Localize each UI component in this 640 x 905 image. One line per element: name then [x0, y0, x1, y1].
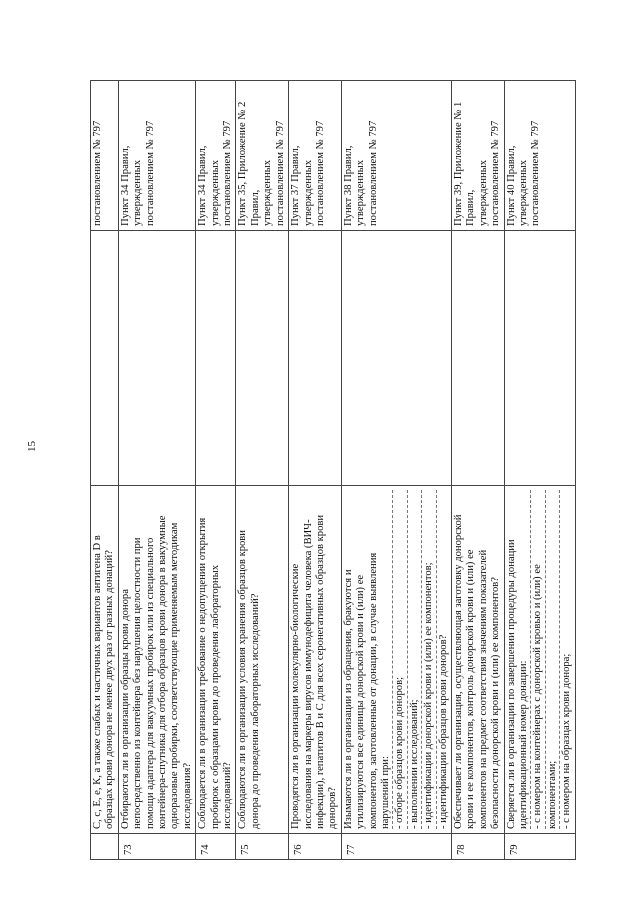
question-line: непосредственно из контейнера без нарушения целостности при: [132, 537, 144, 829]
question-line: Проводятся ли в организации молекулярно-биологические: [290, 563, 302, 829]
question-line: инфекции), гепатитов В и С для всех серонегативных образцов крови: [314, 514, 326, 829]
question-line: С, с, Е, е, К, а также слабых и частичных вариантов антигена D в: [92, 535, 103, 829]
question-line: контейнера-спутника для отбора образцов крови донора в вакуумные: [157, 515, 169, 829]
reference-line: Пункт 38 Правил, утвержденных: [342, 145, 367, 226]
question-cell: [91, 486, 119, 834]
question-cell: [196, 486, 236, 834]
subitem-line: - с номером на образцах крови донора;: [559, 490, 573, 829]
answer-cell: [118, 231, 195, 486]
subitem-line: - отборе образцов крови доноров;: [392, 490, 406, 829]
table-row: [118, 81, 195, 860]
question-line: доноров?: [327, 787, 339, 829]
reference-cell: [91, 81, 119, 231]
question-line: донора до проведения лабораторных исследований?: [249, 593, 261, 829]
answer-cell: [341, 231, 451, 486]
question-line: образцах крови донора не менее двух раз от разных донаций?: [104, 550, 116, 829]
question-cell: [236, 486, 289, 834]
question-line: помощи адаптера для вакуумных пробирок или из специального: [144, 537, 156, 829]
answer-cell: [451, 231, 504, 486]
question-line: исследования?: [181, 762, 193, 829]
question-line: безопасности донорской крови и (или) ее компонентов?: [490, 577, 502, 829]
question-line: Обеспечивает ли организация, осуществляющая заготовку донорской: [452, 514, 464, 829]
row-number: 77: [341, 834, 451, 860]
question-cell: [451, 486, 504, 834]
subitem-line: - выполнении исследований;: [407, 490, 421, 829]
reference-line: постановлением № 797: [314, 120, 326, 226]
question-line: Соблюдаются ли в организации условия хранения образцов крови: [237, 530, 249, 829]
reference-cell: [118, 81, 195, 231]
reference-line: Пункт 34 Правил, утвержденных: [197, 145, 221, 226]
page-number: 15: [26, 441, 38, 452]
reference-line: утвержденных постановлением № 797: [477, 120, 502, 226]
reference-cell: [341, 81, 451, 231]
answer-cell: [236, 231, 289, 486]
row-number: 79: [504, 834, 575, 860]
reference-line: постановлением № 797: [367, 120, 379, 226]
subitem-line: - с номером на контейнерах с донорской кровью и (или) ее: [530, 490, 544, 829]
row-number: 78: [451, 834, 504, 860]
answer-cell: [91, 231, 119, 486]
question-line: одноразовые пробирки, соответствующие применяемым методикам: [169, 522, 181, 829]
question-line: компонентов, заготовленные от донации, в случае выявления: [367, 552, 379, 829]
question-line: исследования на маркеры вирусов иммунодефицита человека (ВИЧ-: [302, 519, 314, 829]
question-line: исследований?: [222, 762, 234, 829]
reference-line: утвержденных постановлением № 797: [262, 120, 286, 226]
question-cell: [118, 486, 195, 834]
row-number: [91, 834, 119, 860]
reference-cell: [451, 81, 504, 231]
question-cell: [341, 486, 451, 834]
reference-line: постановлением № 797: [92, 120, 103, 226]
rotated-page-content: [90, 80, 573, 860]
row-number: 73: [118, 834, 195, 860]
table-row: [91, 81, 119, 860]
reference-line: Пункт 35, Приложение № 2 Правил,: [237, 101, 261, 226]
table-row: [341, 81, 451, 860]
reference-line: постановлением № 797: [144, 120, 156, 226]
answer-cell: [289, 231, 342, 486]
table-row: [451, 81, 504, 860]
reference-line: Пункт 34 Правил, утвержденных: [119, 145, 144, 226]
answer-cell: [504, 231, 575, 486]
reference-line: Пункт 40 Правил, утвержденных: [505, 145, 529, 226]
table-row: [504, 81, 575, 860]
subitem-line: - идентификации образцов крови доноров?: [436, 490, 450, 829]
subitem-line: - идентификации донорской крови и (или) ее компонентов;: [421, 490, 435, 829]
subitem-line: компонентами;: [545, 490, 559, 829]
table-row: [289, 81, 342, 860]
reference-line: постановлением № 797: [530, 120, 542, 226]
reference-cell: [289, 81, 342, 231]
question-cell: [504, 486, 575, 834]
question-line: идентификационный номер донации:: [518, 660, 529, 829]
table-row: [236, 81, 289, 860]
question-line: Изымаются ли в организации из обращения, бракуются и: [342, 569, 354, 829]
question-line: Сверяется ли в организации по завершении процедуры донации: [505, 539, 517, 829]
checklist-table: [90, 80, 576, 860]
reference-cell: [236, 81, 289, 231]
reference-line: постановлением № 797: [222, 120, 234, 226]
question-line: пробирок с образцами крови до проведения лабораторных: [209, 564, 221, 829]
question-line: Соблюдается ли в организации требование о недопущении открытия: [197, 517, 209, 829]
row-number: 75: [236, 834, 289, 860]
row-number: 76: [289, 834, 342, 860]
reference-cell: [504, 81, 575, 231]
answer-cell: [196, 231, 236, 486]
question-line: компонентов на предмет соответствия значениям показателей: [477, 549, 489, 829]
reference-cell: [196, 81, 236, 231]
row-number: 74: [196, 834, 236, 860]
question-line: крови и ее компонентов, контроль донорской крови и (или) ее: [465, 549, 477, 829]
reference-line: Пункт 37 Правил, утвержденных: [290, 145, 314, 226]
question-cell: [289, 486, 342, 834]
table-row: [196, 81, 236, 860]
question-line: нарушений при:: [379, 756, 391, 829]
question-line: утилизируются все единицы донорской крови и (или) ее: [355, 574, 367, 829]
reference-line: Пункт 39, Приложение № 1 Правил,: [452, 101, 477, 226]
question-line: Отбираются ли в организации образцы крови донора: [119, 589, 131, 829]
